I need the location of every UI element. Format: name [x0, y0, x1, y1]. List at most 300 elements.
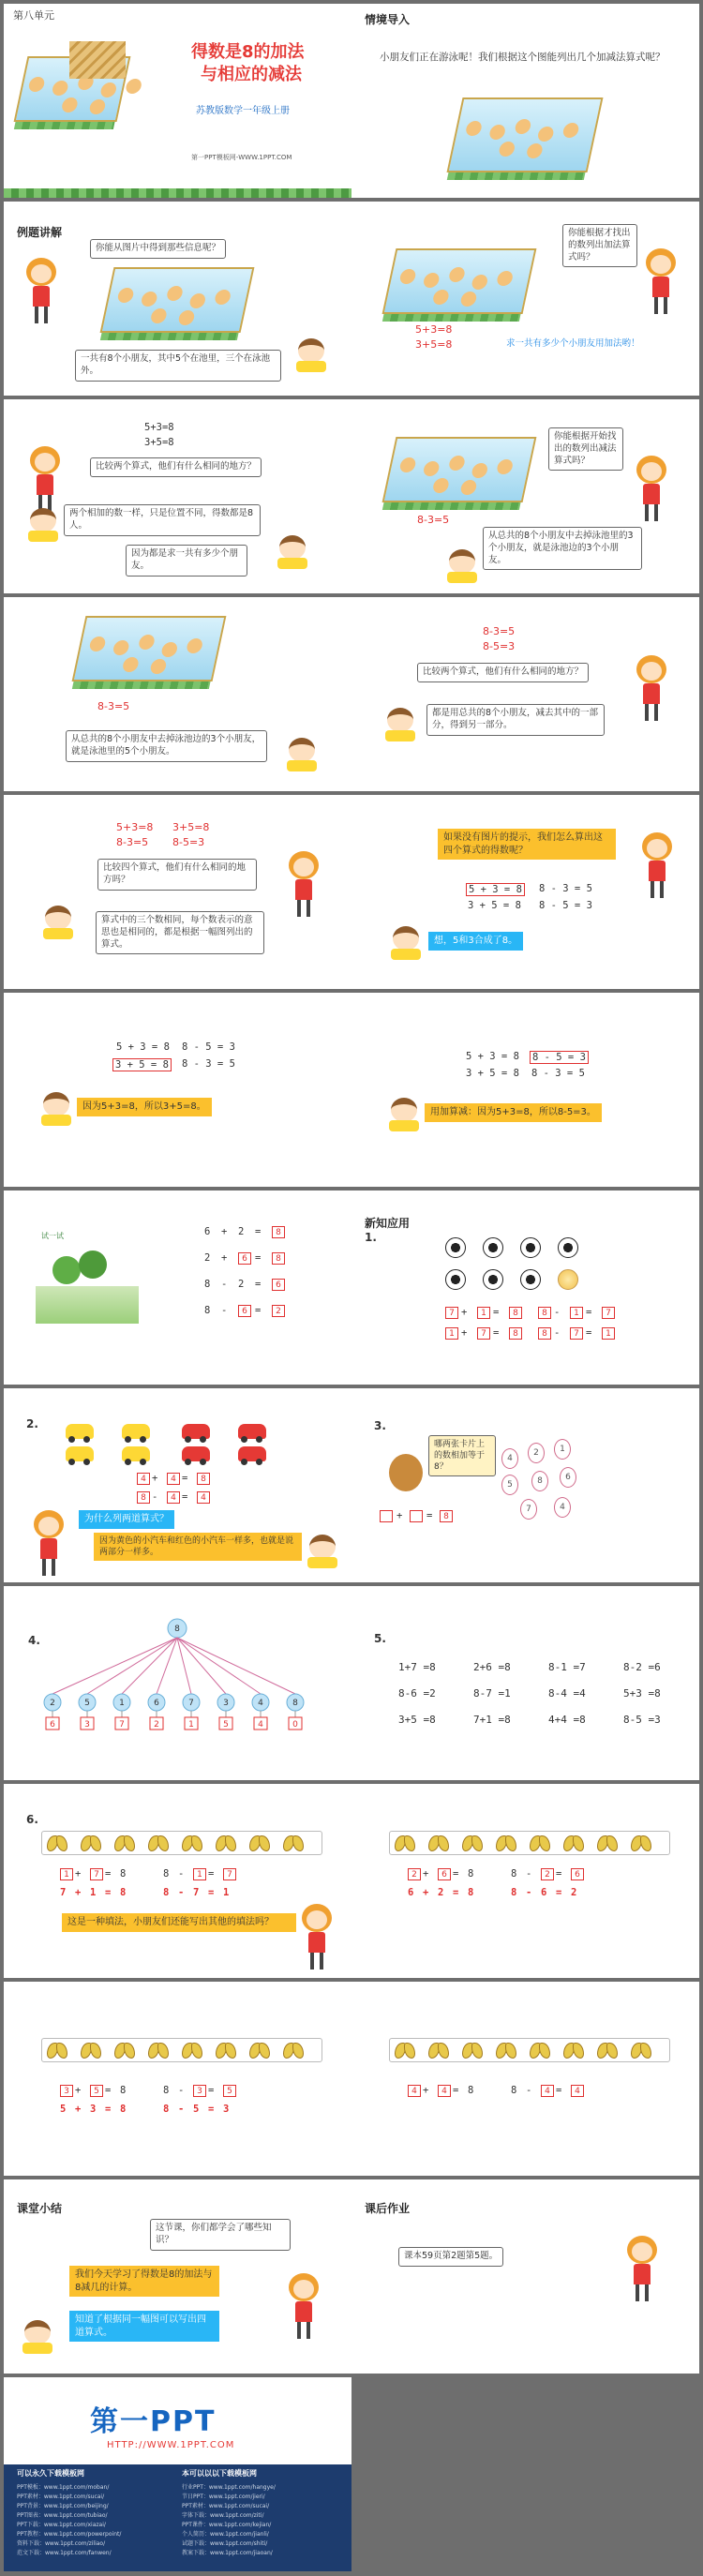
pool-illustration [382, 248, 537, 314]
footer-link[interactable]: PPT下载：www.1ppt.com/xiazai/ [17, 2522, 106, 2528]
egg-card: 6 [560, 1467, 576, 1488]
butterfly-token: 5 [223, 2085, 236, 2097]
app1-token: = [586, 1307, 592, 1318]
row2-sub: 8 - 5 = 3 [539, 900, 592, 911]
egg-card: 5 [501, 1475, 518, 1495]
teacher-girl [638, 832, 676, 898]
question-bubble: 比较四个算式，他们有什么相同的地方吗？ [97, 859, 257, 891]
butterfly-icon [631, 1835, 651, 1851]
butterfly-token: 7 [60, 1887, 67, 1898]
tree-node-label: 1 [119, 1699, 125, 1708]
butterfly-icon [462, 2042, 483, 2059]
equation-2: 3+5=8 [172, 821, 210, 833]
slide-4-addition[interactable] [352, 202, 699, 396]
try-token: 2 [204, 1252, 211, 1264]
butterfly-icon [428, 1835, 449, 1851]
slide-10-calc-method[interactable] [352, 795, 699, 989]
butterfly-token: - [178, 2104, 185, 2115]
soccer-ball-icon [445, 1237, 466, 1258]
grass-strip [4, 188, 352, 198]
unit-label: 第八单元 [13, 9, 54, 22]
slide-15-cars[interactable] [4, 1388, 352, 1582]
slide-3-example[interactable] [4, 202, 352, 396]
footer-link[interactable]: PPT背景：www.1ppt.com/beijing/ [17, 2503, 109, 2509]
butterfly-icon [148, 2042, 169, 2059]
teacher-girl [642, 248, 680, 314]
question-number: 5. [374, 1632, 386, 1645]
butterfly-token: 6 [408, 1887, 414, 1898]
teacher-girl [298, 1904, 336, 1969]
volleyball-icon [558, 1269, 578, 1290]
butterfly-icon [182, 1835, 202, 1851]
try-token: 6 [238, 1252, 251, 1265]
try-token: + [221, 1226, 228, 1237]
row2-add: 3 + 5 = 8 [112, 1058, 172, 1071]
try-token: 8 [204, 1305, 211, 1316]
app1-token: 7 [445, 1307, 458, 1319]
footer-link[interactable]: 教案下载：www.1ppt.com/jiaoan/ [182, 2550, 273, 2556]
butterfly-token: = [453, 1868, 459, 1880]
yellow-car-icon [122, 1424, 150, 1439]
tree-diagram [4, 1586, 352, 1780]
butterfly-icon [530, 2042, 550, 2059]
tree-branch [122, 1638, 177, 1694]
summary-2: 知道了根据同一幅图可以写出四道算式。 [69, 2311, 219, 2342]
butterfly-token: + [75, 1887, 82, 1898]
equation: 8-3=5 [97, 700, 130, 712]
tree-icon [52, 1256, 81, 1284]
answer-bubble: 从总共的8个小朋友中去掉泳池里的3个小朋友，就是泳池边的3个小朋友。 [483, 527, 642, 570]
question-bubble: 你能根据开始找出的数列出减法算式吗？ [548, 427, 623, 471]
butterfly-token: + [75, 1868, 82, 1880]
equation-2: 3+5=8 [144, 437, 174, 448]
row1-sub: 8 - 3 = 5 [539, 883, 592, 894]
butterfly-token: 1 [90, 1887, 97, 1898]
butterfly-token: 7 [223, 1868, 236, 1880]
butterfly-token: 4 [438, 2085, 451, 2097]
cars-token: 8 [197, 1473, 210, 1485]
slide-title: 例题讲解 [17, 226, 63, 239]
question-bubble: 哪两张卡片上的数相加等于8？ [428, 1435, 496, 1476]
try-token: = [255, 1226, 262, 1237]
tree-node-label: 4 [258, 1699, 263, 1708]
butterfly-token: + [423, 2085, 429, 2096]
butterfly-token: 4 [541, 2085, 554, 2097]
butterfly-token: 3 [60, 2085, 73, 2097]
butterfly-icon [597, 2042, 618, 2059]
butterfly-token: = [556, 2085, 562, 2096]
student-boy [26, 508, 60, 542]
footer-right-head: 本可以以以下载模板网 [182, 2469, 257, 2478]
egg-card: 4 [554, 1497, 571, 1518]
slide-2-intro[interactable] [352, 4, 699, 198]
answer-value: 3 [84, 1720, 90, 1730]
egg-card: 7 [520, 1499, 537, 1520]
slide-5-compare-add[interactable] [4, 399, 352, 593]
try-label: 试一试 [41, 1232, 64, 1240]
slide-22-butterflies-4[interactable] [352, 1982, 699, 2176]
butterfly-icon [148, 1835, 169, 1851]
butterfly-token: 3 [193, 2085, 206, 2097]
butterfly-token: 1 [60, 1868, 73, 1880]
tree-node-label: 5 [84, 1699, 90, 1708]
app1-token: = [586, 1327, 592, 1339]
oral-equation: 8-7 =1 [473, 1687, 511, 1700]
tip-box: 这是一种填法，小朋友们还能写出其他的填法吗？ [62, 1913, 296, 1932]
footer-link[interactable]: 试题下载：www.1ppt.com/shiti/ [182, 2540, 268, 2547]
butterfly-token: 6 [571, 1868, 584, 1880]
try-token: 6 [238, 1305, 251, 1317]
answer-value: 0 [292, 1720, 298, 1730]
oral-equation: 7+1 =8 [473, 1714, 511, 1726]
app1-token: + [461, 1307, 468, 1318]
red-car-icon [182, 1446, 210, 1461]
butterfly-token: = [208, 1887, 215, 1898]
butterfly-token: = [105, 1868, 112, 1880]
answer-result: 8 [440, 1510, 453, 1522]
pool-illustration [446, 97, 603, 172]
butterfly-token: 8 [120, 2085, 127, 2096]
row1-sub: 8 - 5 = 3 [182, 1041, 235, 1053]
cars-token: 4 [137, 1473, 150, 1485]
slide-18-oral[interactable] [352, 1586, 699, 1780]
tree-node-label: 8 [292, 1699, 298, 1708]
tree-branch [177, 1638, 295, 1694]
student-boy [39, 1092, 73, 1126]
answer-bubble: 都是用总共的8个小朋友，减去其中的一部分，得到另一部分。 [426, 704, 605, 736]
slide-12-add-to-sub[interactable] [352, 993, 699, 1187]
butterfly-icon [47, 1835, 67, 1851]
slide-20-butterflies-2[interactable] [352, 1784, 699, 1978]
tree-node-label: 6 [154, 1699, 159, 1708]
butterfly-icon [47, 2042, 67, 2059]
butterfly-token: = [208, 1868, 215, 1880]
footer-link[interactable]: PPT素材：www.1ppt.com/sucai/ [182, 2503, 270, 2509]
butterfly-token: + [423, 1868, 429, 1880]
cars-token: + [152, 1473, 158, 1484]
teacher-girl [22, 258, 60, 323]
butterfly-token: 8 [163, 2085, 170, 2096]
butterfly-icon [182, 2042, 202, 2059]
butterfly-token: 8 [120, 2104, 127, 2115]
app1-token: - [554, 1327, 561, 1339]
butterfly-icon [114, 2042, 135, 2059]
yellow-car-icon [66, 1424, 94, 1439]
butterfly-token: 5 [90, 2085, 103, 2097]
butterfly-token: 2 [571, 1887, 577, 1898]
stairs-illustration [69, 41, 126, 79]
butterfly-icon [563, 2042, 584, 2059]
app1-token: 8 [509, 1307, 522, 1319]
butterfly-token: = [556, 1868, 562, 1880]
yellow-car-icon [66, 1446, 94, 1461]
butterfly-token: 8 [511, 2085, 517, 2096]
oral-equation: 8-6 =2 [398, 1687, 436, 1700]
brand-logo: 第一PPT [90, 2405, 217, 2438]
app1-token: - [554, 1307, 561, 1318]
butterfly-icon [283, 2042, 304, 2059]
cover-title-1: 得数是8的加法 [191, 42, 305, 62]
try-token: 6 [272, 1279, 285, 1291]
butterfly-icon [496, 2042, 516, 2059]
cars-token: - [152, 1491, 158, 1503]
student-boy [445, 549, 479, 583]
equation-2: 3+5=8 [415, 338, 453, 351]
teacher-girl [633, 655, 670, 721]
answer-box-left [380, 1510, 393, 1522]
brand-url: HTTP://WWW.1PPT.COM [107, 2440, 235, 2450]
question-bubble: 这节课，你们都学会了哪些知识？ [150, 2219, 291, 2251]
slide-23-summary[interactable] [4, 2179, 352, 2374]
oral-equation: 8-5 =3 [623, 1714, 661, 1726]
footer-link[interactable]: 范文下载：www.1ppt.com/fanwen/ [17, 2550, 112, 2556]
butterfly-token: 6 [541, 1887, 547, 1898]
butterfly-icon [114, 1835, 135, 1851]
app1-token: 1 [477, 1307, 490, 1319]
answer-value: 2 [154, 1720, 159, 1730]
butterfly-token: 2 [438, 1887, 444, 1898]
intro-text: 小朋友们正在游泳呢！我们根据这个图能列出几个加减法算式呢？ [380, 52, 666, 63]
tree-branch [157, 1638, 177, 1694]
butterfly-token: 7 [90, 1868, 103, 1880]
butterfly-icon [249, 1835, 270, 1851]
tree-node-label: 2 [50, 1699, 55, 1708]
app1-token: 1 [570, 1307, 583, 1319]
slide-13-try[interactable] [4, 1191, 352, 1385]
red-car-icon [238, 1424, 266, 1439]
footer-link[interactable]: 资料下载：www.1ppt.com/ziliao/ [17, 2540, 106, 2547]
slide-11-swap[interactable] [4, 993, 352, 1187]
soccer-ball-icon [520, 1269, 541, 1290]
butterfly-token: 8 [163, 2104, 170, 2115]
tree-node-label: 3 [223, 1699, 229, 1708]
try-token: = [255, 1252, 262, 1264]
bear-icon [389, 1454, 423, 1491]
slide-title: 情境导入 [365, 13, 411, 26]
slide-19-butterflies-1[interactable] [4, 1784, 352, 1978]
equation-1: 8-3=5 [483, 625, 516, 637]
footer-link[interactable]: 字体下载：www.1ppt.com/ziti/ [182, 2512, 264, 2519]
answer-value: 7 [119, 1720, 125, 1730]
egg-card: 8 [531, 1471, 548, 1491]
butterfly-icon [216, 1835, 236, 1851]
slide-title: 课后作业 [365, 2202, 411, 2215]
try-token: = [255, 1279, 262, 1290]
pool-illustration [100, 267, 255, 333]
footer-link[interactable]: PPT教程：www.1ppt.com/powerpoint/ [17, 2531, 122, 2538]
equation: 8-3=5 [417, 514, 450, 526]
student-boy [41, 906, 75, 939]
slide-9-four-equations[interactable] [4, 795, 352, 989]
equation-2: 8-5=3 [483, 640, 516, 652]
answer-value: 5 [223, 1720, 229, 1730]
butterfly-token: = [453, 2085, 459, 2096]
equation-1: 5+3=8 [144, 422, 174, 433]
butterfly-icon [283, 1835, 304, 1851]
butterfly-token: 4 [408, 2085, 421, 2097]
tip-box: 想，5和3合成了8。 [428, 932, 523, 951]
cars-token: = [182, 1473, 188, 1484]
butterfly-icon [631, 2042, 651, 2059]
butterfly-token: - [178, 1868, 185, 1880]
butterfly-token: + [75, 2085, 82, 2096]
oral-equation: 8-4 =4 [548, 1687, 586, 1700]
student-boy [306, 1535, 339, 1568]
tip-box: 因为5+3=8，所以3+5=8。 [77, 1098, 212, 1116]
try-token: - [221, 1279, 228, 1290]
root-label: 8 [174, 1625, 180, 1634]
butterfly-icon [81, 2042, 101, 2059]
question-bubble: 比较两个算式，他们有什么相同的地方？ [90, 457, 262, 477]
butterfly-icon [395, 2042, 415, 2059]
cars-token: 4 [167, 1473, 180, 1485]
question-number: 1. [365, 1231, 377, 1244]
oral-equation: 3+5 =8 [398, 1714, 436, 1726]
equals-sign: = [426, 1510, 433, 1521]
app1-token: 7 [570, 1327, 583, 1340]
footer-link[interactable]: PPT素材：www.1ppt.com/sucai/ [17, 2494, 105, 2500]
butterfly-token: + [423, 1887, 429, 1898]
row1-sub: 8 - 5 = 3 [530, 1051, 589, 1064]
student-boy-2 [276, 535, 309, 569]
teacher-girl [285, 2273, 322, 2339]
butterfly-icon [395, 1835, 415, 1851]
teacher-girl [623, 2236, 661, 2301]
slide-14-app1[interactable] [352, 1191, 699, 1385]
homework-bubble: 课本59页第2题第5题。 [398, 2247, 503, 2267]
footer-link[interactable]: PPT图表：www.1ppt.com/tubiao/ [17, 2512, 108, 2519]
equation-4: 8-5=3 [172, 836, 205, 848]
pool-illustration [72, 616, 227, 681]
cover-title-2: 与相应的减法 [201, 65, 302, 84]
equation-1: 5+3=8 [415, 323, 453, 336]
butterfly-token: 3 [90, 2104, 97, 2115]
question-bubble: 你能从图片中得到那些信息呢？ [90, 239, 226, 259]
cover-subtitle: 苏教版数学一年级上册 [196, 106, 290, 116]
try-token: 6 [204, 1226, 211, 1237]
butterfly-icon [428, 2042, 449, 2059]
try-token: 2 [238, 1226, 245, 1237]
cars-token: = [182, 1491, 188, 1503]
question-number: 3. [374, 1419, 386, 1432]
soccer-ball-icon [445, 1269, 466, 1290]
butterfly-token: 8 [163, 1868, 170, 1880]
question-box: 如果没有图片的提示，我们怎么算出这四个算式的得数呢？ [438, 829, 616, 860]
slide-title: 课堂小结 [17, 2202, 63, 2215]
row2-sub: 8 - 3 = 5 [531, 1068, 585, 1079]
slide-24-homework[interactable] [352, 2179, 699, 2374]
butterfly-token: = [208, 2104, 215, 2115]
butterfly-icon [81, 1835, 101, 1851]
cars-token: 4 [197, 1491, 210, 1504]
slide-25-ending[interactable] [4, 2377, 352, 2571]
butterfly-icon [563, 1835, 584, 1851]
butterfly-token: 2 [408, 1868, 421, 1880]
row2-sub: 8 - 3 = 5 [182, 1058, 235, 1070]
app1-token: + [461, 1327, 468, 1339]
butterfly-token: = [453, 1887, 459, 1898]
butterfly-icon [216, 2042, 236, 2059]
butterfly-token: = [105, 2104, 112, 2115]
yellow-car-icon [122, 1446, 150, 1461]
butterfly-token: - [526, 1868, 532, 1880]
student-boy [383, 708, 417, 741]
row1-add: 5 + 3 = 8 [466, 883, 525, 896]
slide-21-butterflies-3[interactable] [4, 1982, 352, 2176]
student-boy [21, 2320, 54, 2354]
app1-token: 1 [602, 1327, 615, 1340]
app1-token: = [493, 1307, 500, 1318]
student-boy [389, 926, 423, 960]
butterfly-token: + [75, 2104, 82, 2115]
slide-8-compare-sub[interactable] [352, 597, 699, 791]
footer-link[interactable]: PPT课件：www.1ppt.com/kejian/ [182, 2522, 272, 2528]
soccer-ball-icon [558, 1237, 578, 1258]
butterfly-token: 8 [511, 1887, 517, 1898]
red-car-icon [238, 1446, 266, 1461]
try-token: = [255, 1305, 262, 1316]
oral-equation: 2+6 =8 [473, 1661, 511, 1673]
answer-bubble: 算式中的三个数相同，每个数表示的意思也是相同的，都是根据一幅图列出的算式。 [96, 911, 264, 954]
equation-1: 5+3=8 [116, 821, 154, 833]
app1-token: 7 [602, 1307, 615, 1319]
butterfly-token: 7 [193, 1887, 200, 1898]
cars-token: 8 [137, 1491, 150, 1504]
try-token: 8 [204, 1279, 211, 1290]
butterfly-token: 4 [571, 2085, 584, 2097]
slide-16-eggs[interactable] [352, 1388, 699, 1582]
footer-link[interactable]: 行业PPT：www.1ppt.com/hangye/ [182, 2484, 276, 2491]
answer-box: 因为黄色的小汽车和红色的小汽车一样多，也就是说两部分一样多。 [94, 1533, 302, 1561]
slide-7-subtraction-2[interactable] [4, 597, 352, 791]
answer-bubble-1: 两个相加的数一样，只是位置不同，得数都是8人。 [64, 504, 261, 536]
plus-sign: + [396, 1510, 403, 1521]
answer-bubble-2: 因为都是求一共有多少个朋友。 [126, 545, 247, 577]
slide-6-subtraction[interactable] [352, 399, 699, 593]
butterfly-token: - [526, 2085, 532, 2096]
butterfly-token: = [208, 2085, 215, 2096]
row2-add: 3 + 5 = 8 [468, 900, 521, 911]
student-boy [285, 738, 319, 771]
slide-1-cover[interactable] [4, 4, 352, 198]
answer-bubble: 从总共的8个小朋友中去掉泳池边的3个小朋友，就是泳池里的5个小朋友。 [66, 730, 267, 762]
oral-equation: 8-1 =7 [548, 1661, 586, 1673]
question-box: 为什么列两道算式？ [79, 1510, 174, 1529]
tree-branch [87, 1638, 177, 1694]
footer-link[interactable]: PPT模板：www.1ppt.com/moban/ [17, 2484, 110, 2491]
slide-17-tree[interactable] [4, 1586, 352, 1780]
try-token: - [221, 1305, 228, 1316]
butterfly-token: 8 [163, 1887, 170, 1898]
egg-card: 1 [554, 1439, 571, 1460]
butterfly-token: 8 [511, 1868, 517, 1880]
answer-bubble: 一共有8个小朋友，其中5个在池里，三个在泳池外。 [75, 350, 281, 382]
cover-footer: 第一PPT模板网-WWW.1PPT.COM [191, 154, 292, 161]
footer-link[interactable]: 节日PPT：www.1ppt.com/jieri/ [182, 2494, 265, 2500]
oral-equation: 5+3 =8 [623, 1687, 661, 1700]
butterfly-token: 8 [468, 1868, 474, 1880]
addition-note: 求一共有多少个小朋友用加法哟！ [506, 338, 640, 349]
tip-box: 用加算减：因为5+3=8，所以8-5=3。 [425, 1103, 602, 1122]
question-number: 6. [26, 1813, 38, 1826]
butterfly-token: 1 [193, 1868, 206, 1880]
butterfly-token: 3 [223, 2104, 230, 2115]
tree-root [168, 1619, 187, 1638]
butterfly-icon [597, 1835, 618, 1851]
butterfly-token: - [178, 2085, 185, 2096]
footer-link[interactable]: 个人简历：www.1ppt.com/jianli/ [182, 2531, 269, 2538]
app1-token: 8 [538, 1307, 551, 1319]
